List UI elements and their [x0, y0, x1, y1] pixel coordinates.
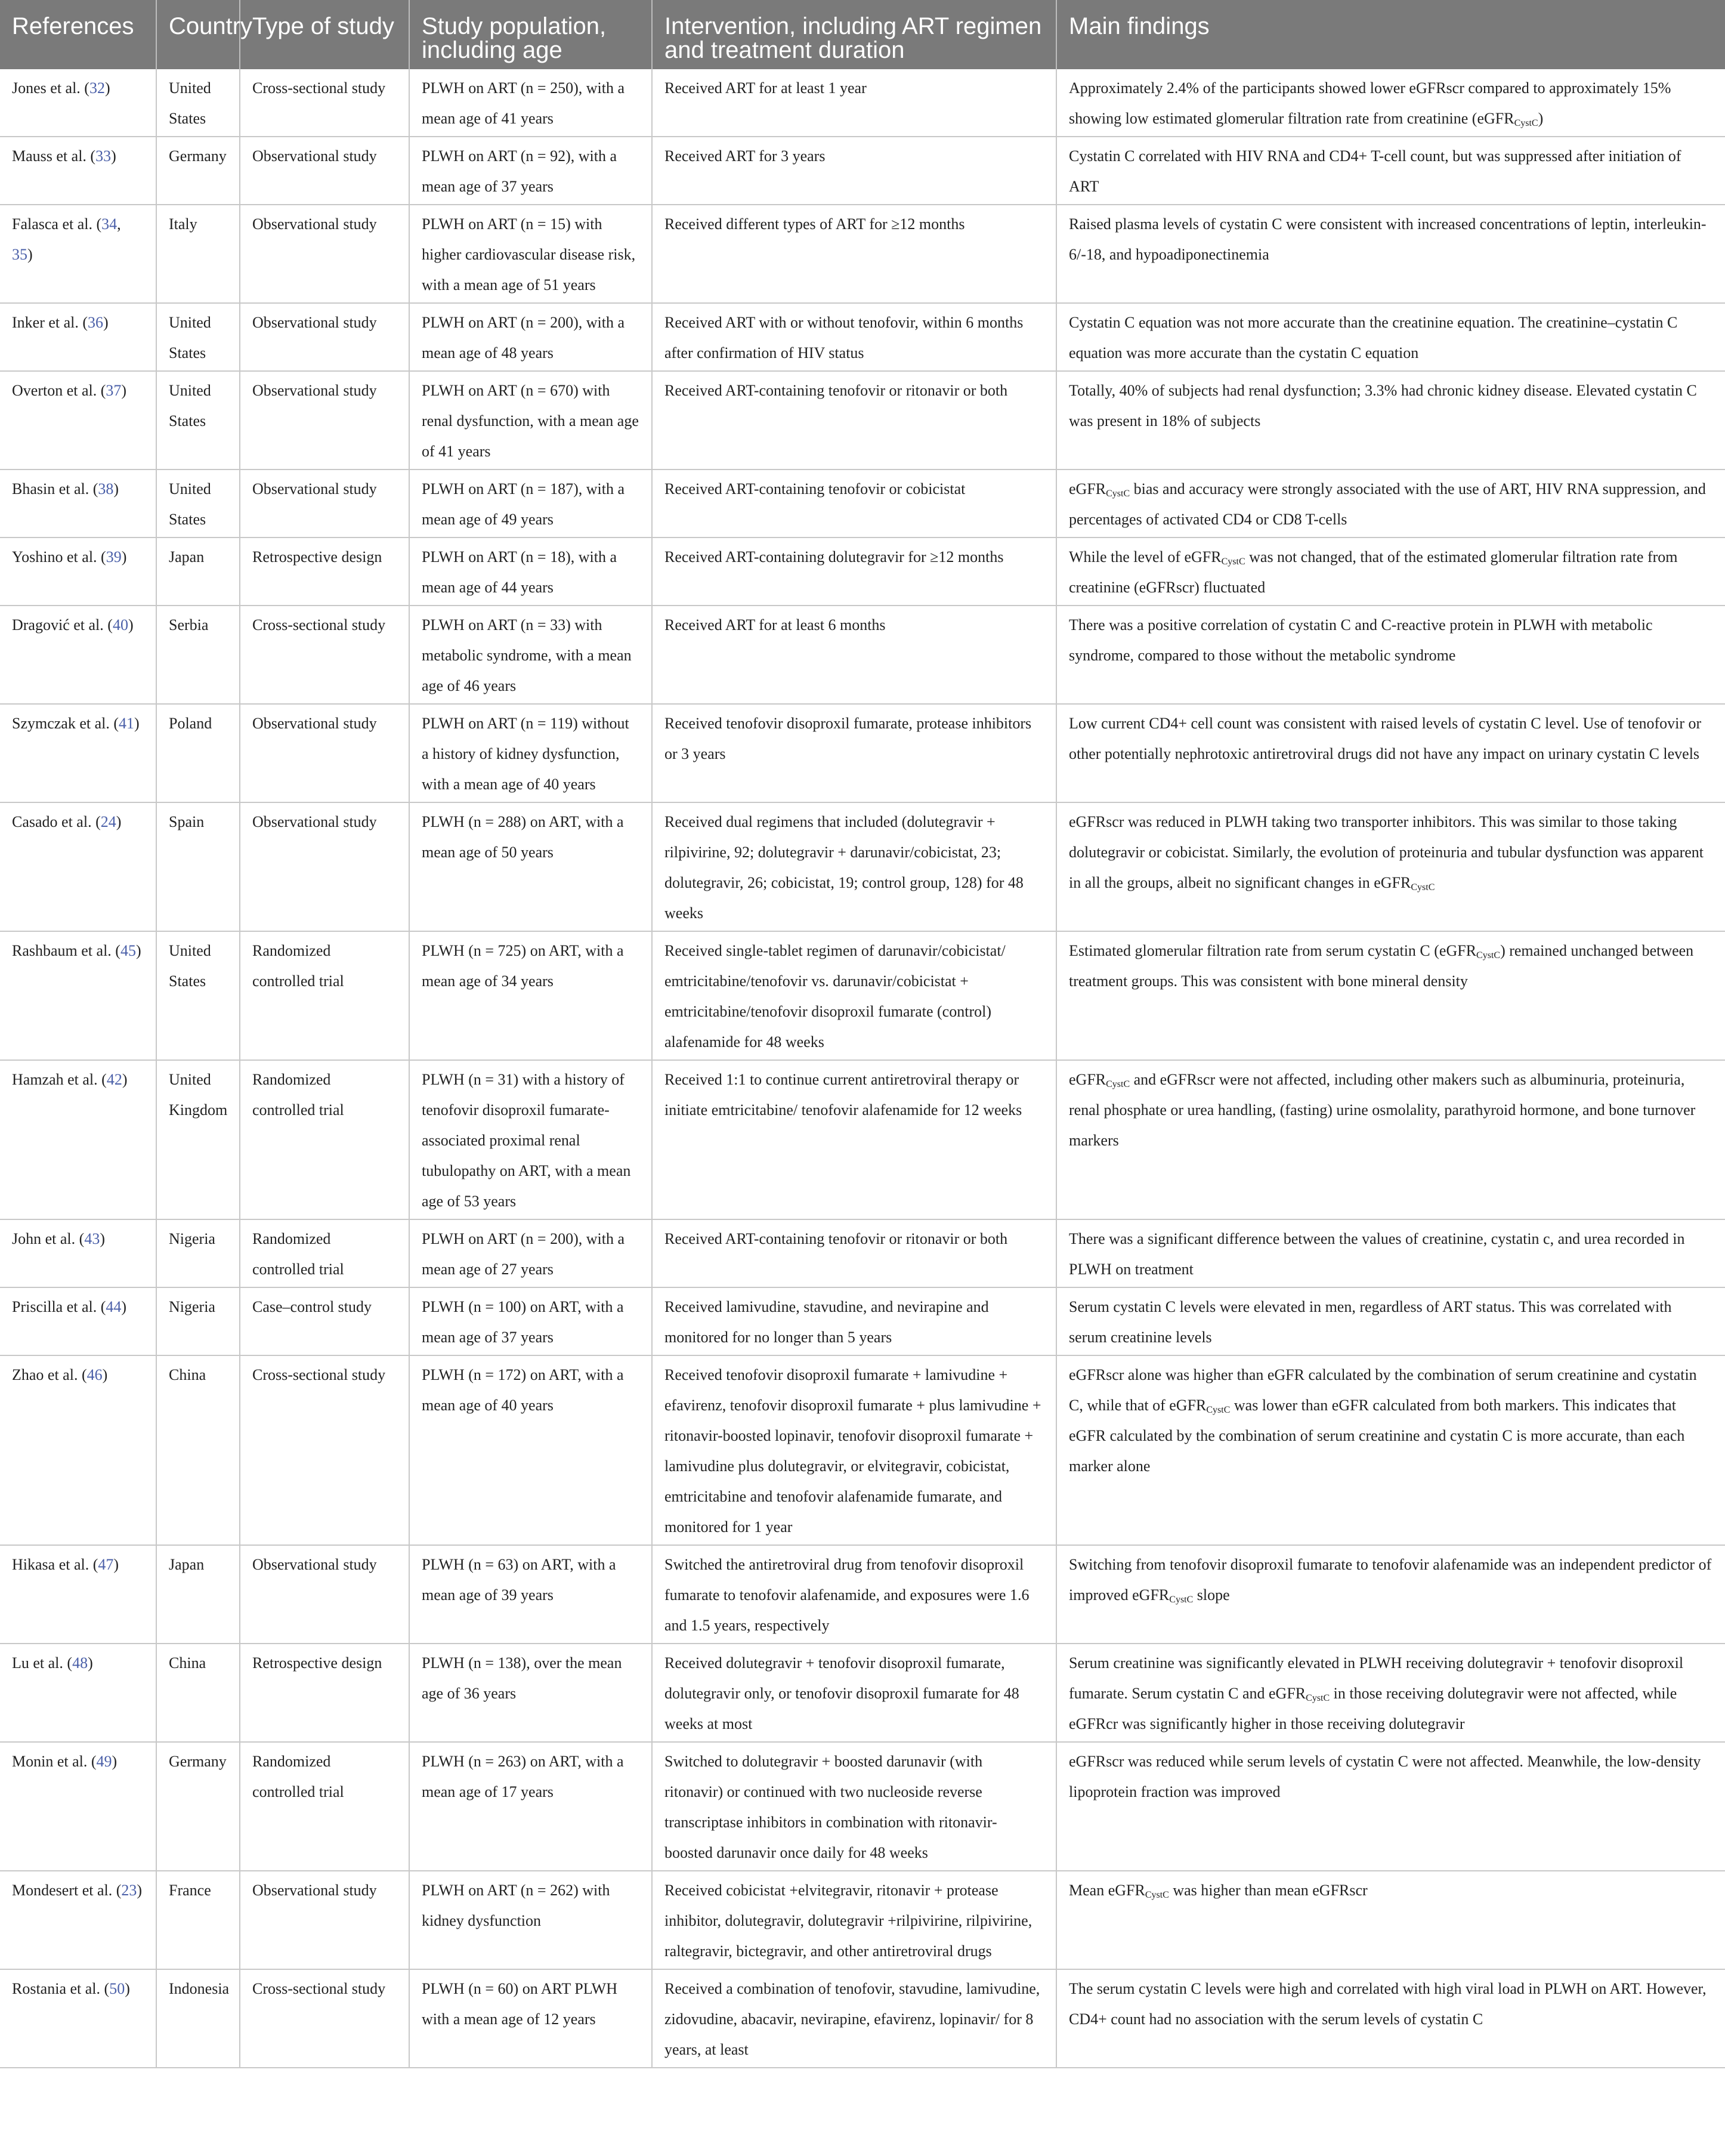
table-row [0, 931, 1725, 1060]
findings-cell: Low current CD4+ cell count was consistent with raised levels of cystatin C level. Use of tenofovir or other potentially nephrotoxic antiretroviral drugs did not have any impact on urinary cystatin C levels [1056, 704, 1725, 802]
reference-cell: Jones et al. (32) [0, 69, 156, 137]
country-cell: Nigeria [156, 1287, 240, 1355]
reference-cell: Monin et al. (49) [0, 1742, 156, 1871]
findings-cell: eGFR$_{CystC}$ and eGFRscr were not affected, including other makers such as albuminuria, proteinuria, renal phosphate or urea handling, (fasting) urine osmolality, parathyroid hormone, and bone turnover markers [1056, 1060, 1725, 1219]
intervention-cell: Received dual regimens that included (dolutegravir + rilpivirine, 92; dolutegravir + darunavir/cobicistat, 23; dolutegravir, 26; cobicistat, 19; control group, 128) for 48 weeks [652, 802, 1056, 931]
table-row [0, 1969, 1725, 2068]
country-cell: Japan [156, 538, 240, 606]
intervention-cell: Received ART for at least 6 months [652, 606, 1056, 704]
country-cell: China [156, 1644, 240, 1742]
reference-cell: Hamzah et al. (42) [0, 1060, 156, 1219]
study-type-cell: Cross-sectional study [240, 606, 409, 704]
table-row [0, 606, 1725, 704]
findings-cell: Estimated glomerular filtration rate from serum cystatin C (eGFR$_{CystC}$) remained unchanged between treatment groups. This was consistent with bone mineral density [1056, 931, 1725, 1060]
table-row [0, 69, 1725, 137]
findings-cell: Mean eGFR$_{CystC}$ was higher than mean eGFRscr [1056, 1871, 1725, 1969]
study-type-cell: Observational study [240, 704, 409, 802]
reference-cell: Priscilla et al. (44) [0, 1287, 156, 1355]
population-cell: PLWH on ART (n = 670) with renal dysfunction, with a mean age of 41 years [409, 371, 652, 469]
intervention-cell: Switched the antiretroviral drug from tenofovir disoproxil fumarate to tenofovir alafenamide, and exposures were 1.6 and 1.5 years, respectively [652, 1545, 1056, 1644]
intervention-cell: Received ART-containing tenofovir or ritonavir or both [652, 1219, 1056, 1287]
population-cell: PLWH (n = 263) on ART, with a mean age of 17 years [409, 1742, 652, 1871]
findings-cell: Approximately 2.4% of the participants showed lower eGFRscr compared to approximately 15% showing low estimated glomerular filtration rate from creatinine (eGFR$_{CystC}$) [1056, 69, 1725, 137]
country-cell: France [156, 1871, 240, 1969]
reference-cell: Rashbaum et al. (45) [0, 931, 156, 1060]
table-row [0, 1219, 1725, 1287]
intervention-cell: Received ART with or without tenofovir, within 6 months after confirmation of HIV status [652, 303, 1056, 371]
findings-cell: eGFR$_{CystC}$ bias and accuracy were strongly associated with the use of ART, HIV RNA suppression, and percentages of activated CD4 or CD8 T-cells [1056, 469, 1725, 538]
study-type-cell: Observational study [240, 205, 409, 303]
table-row [0, 802, 1725, 931]
population-cell: PLWH (n = 725) on ART, with a mean age of 34 years [409, 931, 652, 1060]
population-cell: PLWH on ART (n = 262) with kidney dysfunction [409, 1871, 652, 1969]
population-cell: PLWH (n = 172) on ART, with a mean age of 40 years [409, 1355, 652, 1545]
intervention-cell: Received dolutegravir + tenofovir disoproxil fumarate, dolutegravir only, or tenofovir disoproxil fumarate for 48 weeks at most [652, 1644, 1056, 1742]
country-cell: Germany [156, 137, 240, 205]
study-type-cell: Retrospective design [240, 538, 409, 606]
table-row [0, 137, 1725, 205]
study-type-cell: Observational study [240, 303, 409, 371]
findings-cell: Totally, 40% of subjects had renal dysfunction; 3.3% had chronic kidney disease. Elevated cystatin C was present in 18% of subjects [1056, 371, 1725, 469]
study-type-cell: Retrospective design [240, 1644, 409, 1742]
country-cell: United States [156, 469, 240, 538]
country-cell: China [156, 1355, 240, 1545]
table-row [0, 469, 1725, 538]
population-cell: PLWH (n = 138), over the mean age of 36 years [409, 1644, 652, 1742]
findings-cell: The serum cystatin C levels were high and correlated with high viral load in PLWH on ART. However, CD4+ count had no association with the serum levels of cystatin C [1056, 1969, 1725, 2068]
country-cell: United States [156, 371, 240, 469]
country-cell: Germany [156, 1742, 240, 1871]
findings-cell: eGFRscr was reduced while serum levels of cystatin C were not affected. Meanwhile, the low-density lipoprotein fraction was improved [1056, 1742, 1725, 1871]
table-row [0, 1871, 1725, 1969]
population-cell: PLWH on ART (n = 119) without a history of kidney dysfunction, with a mean age of 40 years [409, 704, 652, 802]
study-type-cell: Cross-sectional study [240, 1355, 409, 1545]
population-cell: PLWH (n = 100) on ART, with a mean age of 37 years [409, 1287, 652, 1355]
country-cell: Italy [156, 205, 240, 303]
intervention-cell: Received ART-containing tenofovir or cobicistat [652, 469, 1056, 538]
study-type-cell: Observational study [240, 371, 409, 469]
intervention-cell: Received ART for at least 1 year [652, 69, 1056, 137]
reference-cell: Mondesert et al. (23) [0, 1871, 156, 1969]
findings-cell: There was a positive correlation of cystatin C and C-reactive protein in PLWH with metabolic syndrome, compared to those without the metabolic syndrome [1056, 606, 1725, 704]
study-type-cell: Observational study [240, 469, 409, 538]
population-cell: PLWH on ART (n = 15) with higher cardiovascular disease risk, with a mean age of 51 years [409, 205, 652, 303]
intervention-cell: Switched to dolutegravir + boosted darunavir (with ritonavir) or continued with two nucleoside reverse transcriptase inhibitors in combination with ritonavir-boosted darunavir once daily for 48 weeks [652, 1742, 1056, 1871]
reference-cell: Hikasa et al. (47) [0, 1545, 156, 1644]
table-body [0, 69, 1725, 2068]
reference-cell: Mauss et al. (33) [0, 137, 156, 205]
study-type-cell: Randomized controlled trial [240, 931, 409, 1060]
intervention-cell: Received tenofovir disoproxil fumarate, protease inhibitors or 3 years [652, 704, 1056, 802]
reference-cell: Rostania et al. (50) [0, 1969, 156, 2068]
header-row [0, 0, 1725, 69]
findings-cell: Serum cystatin C levels were elevated in men, regardless of ART status. This was correlated with serum creatinine levels [1056, 1287, 1725, 1355]
table-row [0, 303, 1725, 371]
reference-cell: Falasca et al. (34, 35) [0, 205, 156, 303]
findings-cell: Cystatin C correlated with HIV RNA and CD4+ T-cell count, but was suppressed after initiation of ART [1056, 137, 1725, 205]
population-cell: PLWH (n = 31) with a history of tenofovir disoproxil fumarate-associated proximal renal tubulopathy on ART, with a mean age of 53 years [409, 1060, 652, 1219]
findings-cell: Raised plasma levels of cystatin C were consistent with increased concentrations of leptin, interleukin-6/-18, and hypoadiponectinemia [1056, 205, 1725, 303]
study-type-cell: Observational study [240, 137, 409, 205]
population-cell: PLWH on ART (n = 92), with a mean age of 37 years [409, 137, 652, 205]
population-cell: PLWH (n = 288) on ART, with a mean age of 50 years [409, 802, 652, 931]
population-cell: PLWH on ART (n = 33) with metabolic syndrome, with a mean age of 46 years [409, 606, 652, 704]
intervention-cell: Received lamivudine, stavudine, and nevirapine and monitored for no longer than 5 years [652, 1287, 1056, 1355]
findings-cell: Switching from tenofovir disoproxil fumarate to tenofovir alafenamide was an independent predictor of improved eGFR$_{CystC}$ slope [1056, 1545, 1725, 1644]
table-row [0, 1742, 1725, 1871]
table-row [0, 1060, 1725, 1219]
country-cell: United States [156, 931, 240, 1060]
study-type-cell: Cross-sectional study [240, 69, 409, 137]
population-cell: PLWH on ART (n = 18), with a mean age of 44 years [409, 538, 652, 606]
intervention-cell: Received a combination of tenofovir, stavudine, lamivudine, zidovudine, abacavir, nevirapine, efavirenz, lopinavir/ for 8 years, at least [652, 1969, 1056, 2068]
intervention-cell: Received single-tablet regimen of darunavir/cobicistat/ emtricitabine/tenofovir vs. darunavir/cobicistat + emtricitabine/tenofovir disoproxil fumarate (control) alafenamide for 48 weeks [652, 931, 1056, 1060]
country-cell: United Kingdom [156, 1060, 240, 1219]
population-cell: PLWH on ART (n = 200), with a mean age of 48 years [409, 303, 652, 371]
header-country: Country [156, 0, 240, 69]
reference-cell: Dragović et al. (40) [0, 606, 156, 704]
reference-cell: Overton et al. (37) [0, 371, 156, 469]
intervention-cell: Received cobicistat +elvitegravir, ritonavir + protease inhibitor, dolutegravir, dolutegravir +rilpivirine, rilpivirine, raltegravir, bictegravir, and other antiretroviral drugs [652, 1871, 1056, 1969]
country-cell: United States [156, 69, 240, 137]
country-cell: Serbia [156, 606, 240, 704]
reference-cell: Casado et al. (24) [0, 802, 156, 931]
reference-cell: Inker et al. (36) [0, 303, 156, 371]
reference-cell: Szymczak et al. (41) [0, 704, 156, 802]
intervention-cell: Received ART for 3 years [652, 137, 1056, 205]
reference-cell: Zhao et al. (46) [0, 1355, 156, 1545]
study-type-cell: Observational study [240, 802, 409, 931]
findings-cell: Serum creatinine was significantly elevated in PLWH receiving dolutegravir + tenofovir disoproxil fumarate. Serum cystatin C and eGFR$_{CystC}$ in those receiving dolutegravir were not affected, while eGFRcr was significantly higher in those receiving dolutegravir [1056, 1644, 1725, 1742]
table-row [0, 371, 1725, 469]
findings-cell: Cystatin C equation was not more accurate than the creatinine equation. The creatinine–cystatin C equation was more accurate than the cystatin C equation [1056, 303, 1725, 371]
reference-cell: Lu et al. (48) [0, 1644, 156, 1742]
country-cell: United States [156, 303, 240, 371]
findings-cell: eGFRscr was reduced in PLWH taking two transporter inhibitors. This was similar to those taking dolutegravir or cobicistat. Similarly, the evolution of proteinuria and tubular dysfunction was apparent in all the groups, albeit no significant changes in eGFR$_{CystC}$ [1056, 802, 1725, 931]
reference-cell: John et al. (43) [0, 1219, 156, 1287]
findings-cell: While the level of eGFR$_{CystC}$ was not changed, that of the estimated glomerular filtration rate from creatinine (eGFRscr) fluctuated [1056, 538, 1725, 606]
header-references: References [0, 0, 156, 69]
study-type-cell: Cross-sectional study [240, 1969, 409, 2068]
country-cell: Indonesia [156, 1969, 240, 2068]
header-findings: Main findings [1056, 0, 1725, 69]
population-cell: PLWH on ART (n = 200), with a mean age of 27 years [409, 1219, 652, 1287]
population-cell: PLWH on ART (n = 187), with a mean age of 49 years [409, 469, 652, 538]
study-type-cell: Observational study [240, 1545, 409, 1644]
header-intervention: Intervention, including ART regimen and treatment duration [652, 0, 1056, 69]
table-row [0, 1287, 1725, 1355]
reference-cell: Bhasin et al. (38) [0, 469, 156, 538]
population-cell: PLWH (n = 60) on ART PLWH with a mean age of 12 years [409, 1969, 652, 2068]
table-row [0, 1545, 1725, 1644]
study-type-cell: Randomized controlled trial [240, 1742, 409, 1871]
intervention-cell: Received tenofovir disoproxil fumarate + lamivudine + efavirenz, tenofovir disoproxil fumarate + plus lamivudine + ritonavir-boosted lopinavir, tenofovir disoproxil fumarate + lamivudine plus dolutegravir, or elvitegravir, cobicistat, emtricitabine and tenofovir alafenamide fumarate, and monitored for 1 year [652, 1355, 1056, 1545]
header-type: Type of study [240, 0, 409, 69]
country-cell: Nigeria [156, 1219, 240, 1287]
population-cell: PLWH on ART (n = 250), with a mean age of 41 years [409, 69, 652, 137]
study-type-cell: Case–control study [240, 1287, 409, 1355]
table-row [0, 1644, 1725, 1742]
table-row [0, 1355, 1725, 1545]
findings-cell: eGFRscr alone was higher than eGFR calculated by the combination of serum creatinine and cystatin C, while that of eGFR$_{CystC}$ was lower than eGFR calculated from both markers. This indicates that eGFR calculated by the combination of serum creatinine and cystatin C is more accurate, than each marker alone [1056, 1355, 1725, 1545]
intervention-cell: Received different types of ART for ≥12 months [652, 205, 1056, 303]
intervention-cell: Received ART-containing tenofovir or ritonavir or both [652, 371, 1056, 469]
intervention-cell: Received 1:1 to continue current antiretroviral therapy or initiate emtricitabine/ tenofovir alafenamide for 12 weeks [652, 1060, 1056, 1219]
findings-cell: There was a significant difference between the values of creatinine, cystatin c, and urea recorded in PLWH on treatment [1056, 1219, 1725, 1287]
country-cell: Spain [156, 802, 240, 931]
table-row [0, 205, 1725, 303]
study-type-cell: Randomized controlled trial [240, 1060, 409, 1219]
country-cell: Poland [156, 704, 240, 802]
population-cell: PLWH (n = 63) on ART, with a mean age of 39 years [409, 1545, 652, 1644]
intervention-cell: Received ART-containing dolutegravir for ≥12 months [652, 538, 1056, 606]
header-population: Study population, including age [409, 0, 652, 69]
reference-cell: Yoshino et al. (39) [0, 538, 156, 606]
country-cell: Japan [156, 1545, 240, 1644]
table-row [0, 704, 1725, 802]
table-row [0, 538, 1725, 606]
study-type-cell: Observational study [240, 1871, 409, 1969]
study-type-cell: Randomized controlled trial [240, 1219, 409, 1287]
